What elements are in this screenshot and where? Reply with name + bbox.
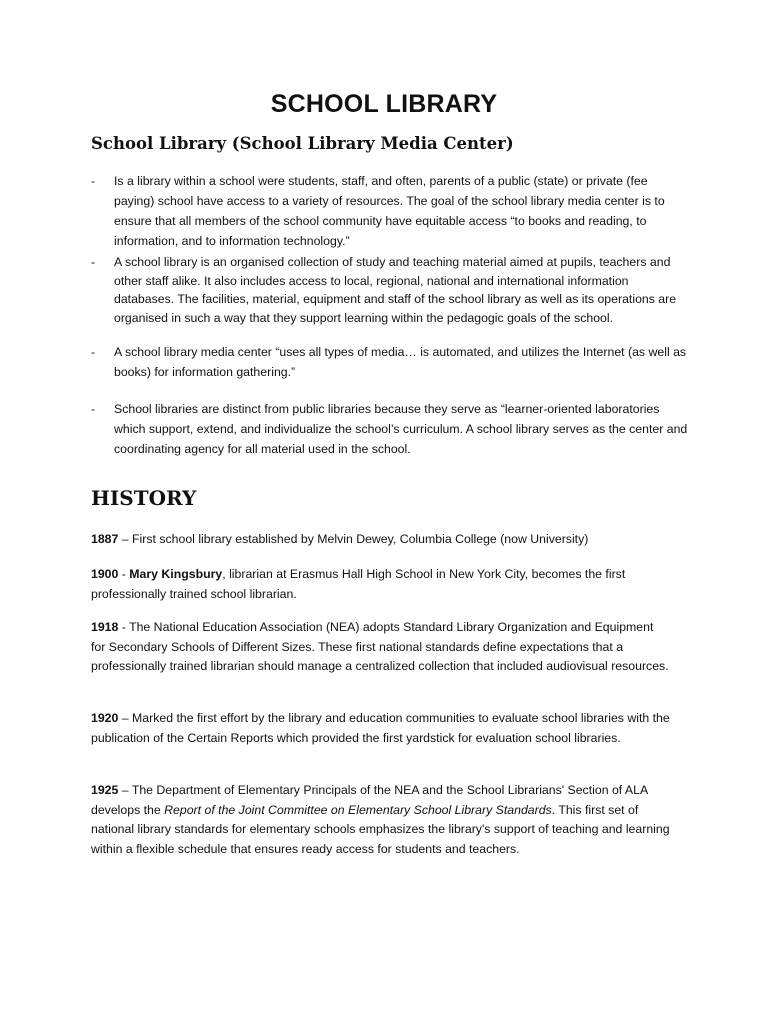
bullet-dash: - [91,402,96,416]
page-title: SCHOOL LIBRARY [270,90,498,118]
bullet-dash: - [91,174,96,188]
history-separator: - [118,620,130,634]
bullet-text: Is a library within a school were students, staff, and often, parents of a public (state) or private (fee paying) school have access to a variety of resources. The goal of the school library media center is to ensure that all members of the school community have equitable access “to books and reading, to information, and to information technology.” [114,174,665,248]
bullet-item [91,171,691,251]
history-entry [91,618,671,677]
history-text: First school library established by Melvin Dewey, Columbia College (now University) [132,532,589,546]
history-text: , librarian at Erasmus Hall High School in New York City, becomes the first professionally trained school librarian. [91,567,626,601]
bullet-item [91,253,691,327]
history-heading: HISTORY [91,486,197,510]
history-year: 1887 [91,532,119,546]
bullet-dash: - [91,345,96,359]
bullet-item [91,399,691,459]
history-person-name: Mary Kingsbury [129,567,223,581]
history-text: . This first set of national library standards for elementary schools emphasizes the library's support of teaching and learning within a flexible schedule that ensures ready access for students and teachers. [91,802,670,856]
history-entry [91,709,671,748]
history-separator: – [118,783,132,797]
history-year: 1918 [91,620,119,634]
history-year: 1925 [91,783,119,797]
history-year: 1920 [91,711,119,725]
history-text: Marked the first effort by the library and education communities to evaluate school libraries with the publication of the Certain Reports which provided the first yardstick for evaluation school libraries. [91,711,670,745]
history-text: The Department of Elementary Principals of the NEA and the School Librarians' Section of ALA develops the [91,783,648,817]
history-entry [91,781,671,859]
bullet-text: School libraries are distinct from public libraries because they serve as “learner-oriented laboratories which support, extend, and individualize the school’s curriculum. A school library serves as the center and coordinating agency for all material used in the school. [114,402,688,456]
history-separator: – [118,711,133,725]
history-separator: – [118,532,133,546]
bullet-text: A school library is an organised collection of study and teaching material aimed at pupils, teachers and other staff alike. It also includes access to local, regional, national and international information databases. The facilities, material, equipment and staff of the school library as well as its operations are organised in such a way that they support learning within the pedagogic goals of the school. [114,255,677,325]
history-separator: - [118,567,130,581]
bullet-text: A school library media center “uses all types of media… is automated, and utilizes the Internet (as well as books) for information gathering.” [114,345,687,379]
bullet-item [91,342,691,382]
history-entry [91,530,671,550]
history-entry [91,565,671,604]
history-report-title: Report of the Joint Committee on Elementary School Library Standards [164,802,552,817]
section-subtitle: School Library (School Library Media Center) [91,134,514,153]
history-text: The National Education Association (NEA) adopts Standard Library Organization and Equipment for Secondary Schools of Different Sizes. These first national standards define expectations that a professionally trained librarian should manage a centralized collection that included audiovisual resources. [91,620,669,673]
bullet-dash: - [91,255,96,269]
history-year: 1900 [91,567,119,581]
